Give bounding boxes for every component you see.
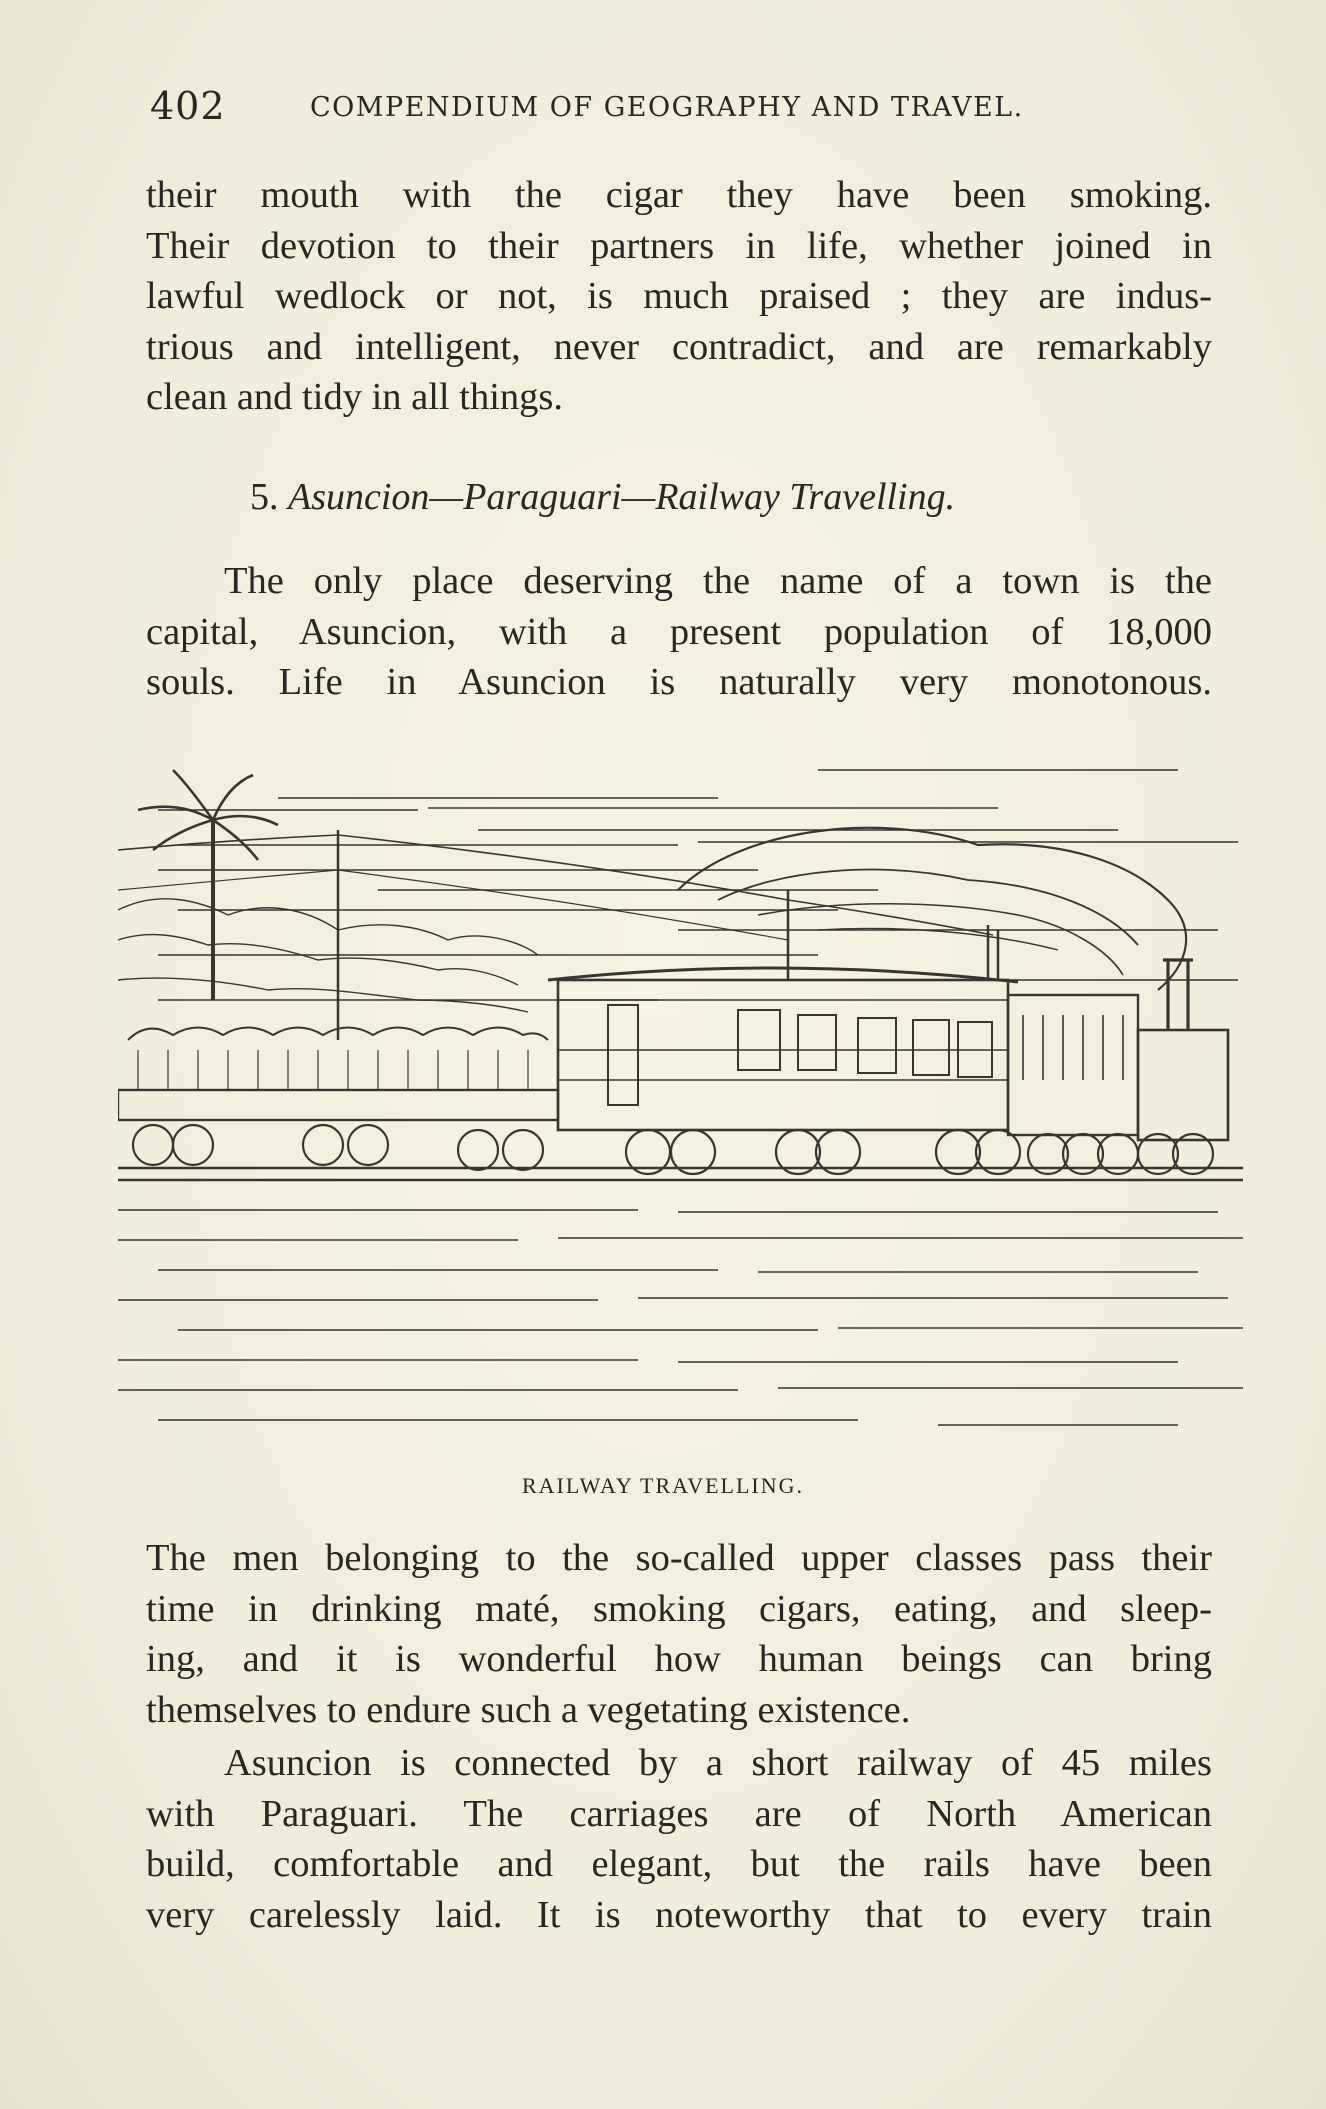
paragraph-4 <box>146 1738 1212 1940</box>
text-line: Their devotion to their partners in life, whether joined in <box>146 224 1212 267</box>
running-head <box>150 84 1210 134</box>
text-line: lawful wedlock or not, is much praised ; they are indus- <box>146 275 1212 317</box>
text-line: their mouth with the cigar they have been smoking. <box>146 174 1212 216</box>
text-line: themselves to endure such a vegetating existence. <box>146 1688 911 1731</box>
page-number: 402 <box>150 84 226 128</box>
text-line: ing, and it is wonderful how human beings can bring <box>146 1638 1212 1680</box>
figure-caption: RAILWAY TRAVELLING. <box>521 1473 805 1498</box>
running-title: COMPENDIUM OF GEOGRAPHY AND TRAVEL. <box>310 92 1024 123</box>
text-line: capital, Asuncion, with a present population of 18,000 <box>146 610 1212 653</box>
railway-illustration <box>118 750 1243 1465</box>
text-line: clean and tidy in all things. <box>146 376 563 418</box>
text-line: time in drinking maté, smoking cigars, eating, and sleep- <box>146 1587 1212 1630</box>
text-line: The only place deserving the name of a town is the <box>224 560 1212 602</box>
text-line: build, comfortable and elegant, but the rails have been <box>146 1843 1212 1885</box>
paragraph-1 <box>146 170 1212 423</box>
text-line: trious and intelligent, never contradict, and are remarkably <box>146 325 1212 368</box>
text-line: The men belonging to the so-called upper classes pass their <box>146 1537 1212 1579</box>
text-line: with Paraguari. The carriages are of North American <box>146 1792 1212 1835</box>
section-heading <box>250 475 955 519</box>
railway-engraving <box>118 750 1243 1465</box>
section-number: 5. <box>250 476 279 518</box>
paragraph-3 <box>146 1533 1212 1735</box>
text-line: Asuncion is connected by a short railway of 45 miles <box>224 1742 1212 1784</box>
paragraph-2 <box>146 556 1212 708</box>
text-line: souls. Life in Asuncion is naturally very monotonous. <box>146 661 1212 703</box>
text-line: very carelessly laid. It is noteworthy that to every train <box>146 1893 1212 1936</box>
section-title: Asuncion—Paraguari—Railway Travelling. <box>288 476 956 518</box>
engraving-lines <box>118 770 1243 1425</box>
